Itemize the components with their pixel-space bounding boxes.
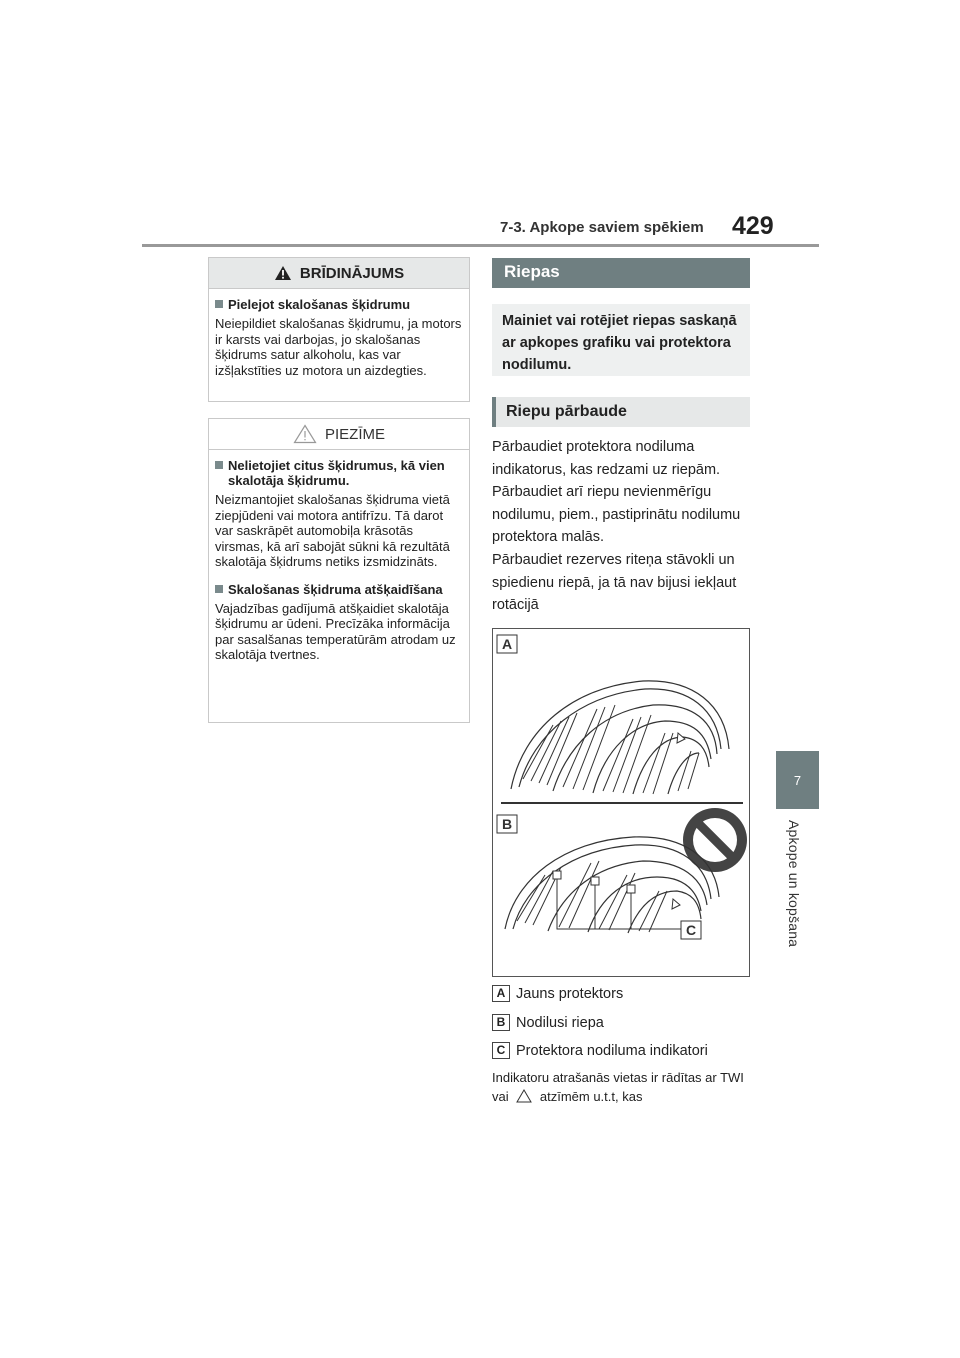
bullet-square-icon [215,585,223,593]
label-c: C [685,922,697,938]
notice-item-text: Neizmantojiet skalošanas šķidruma vietā ziepjūdeni vai motora antifrīzu. Tā darot var saskrāpēt automobiļa krāsotās virsmas, kā arī sabojāt sūkni kā rezultātā skalotāja šķidrums netiks izsmidzināts. [215,492,450,569]
chapter-title: Apkope un kopšana [786,820,802,948]
notice-title: PIEZĪME [324,425,385,443]
legend-item [492,985,623,1002]
legend-text: Jauns protektors [516,985,624,1002]
caution-outline-icon [293,424,317,444]
legend-item [492,1014,604,1031]
summary-box: Mainiet vai rotējiet riepas saskaņā ar apkopes grafiku vai protektora nodilumu. [492,304,750,376]
notice-item-title: Nelietojiet citus šķidrumus, kā vien skalotāja šķidrumu. [215,458,463,488]
warning-box [208,257,470,402]
legend-item [492,1042,708,1059]
body-paragraph: Pārbaudiet rezerves riteņa stāvokli un spiedienu riepā, ja tā nav bijusi iekļaut rotācijā [492,552,737,613]
prohibited-icon [683,808,747,872]
subheading: Riepu pārbaude [492,397,750,427]
label-a: A [501,636,513,652]
section-title: 7-3. Apkope saviem spēkiem [500,219,704,236]
legend-text: Protektora nodiluma indikatori [516,1042,708,1059]
section-header: Riepas [492,258,750,288]
header-divider [142,244,819,247]
bullet-square-icon [215,461,223,469]
warning-icon [274,265,292,281]
legend-key: B [492,1014,510,1031]
notice-box [208,418,470,723]
tire-tread-drawing [493,629,749,976]
notice-item-title: Skalošanas šķidruma atšķaidīšana [215,582,463,597]
page-number: 429 [732,212,774,240]
bullet-square-icon [215,300,223,308]
warning-item-title: Pielejot skalošanas šķidrumu [215,297,463,312]
chapter-tab: 7 [776,751,819,809]
warning-title: BRĪDINĀJUMS [299,264,405,282]
notice-item-text: Vajadzības gadījumā atšķaidiet skalotāja šķidrumu ar ūdeni. Precīzāka informācija par sasalšanas temperatūrām atrodam uz skalotāja tvertnes. [215,600,456,662]
footnote: Indikatoru atrašanās vietas ir rādītas ar TWI vai atzīmēm u.t.t, kas [492,1070,744,1104]
legend-key: C [492,1042,510,1059]
triangle-mark-icon [516,1089,532,1103]
notice-header [209,419,469,450]
legend-key: A [492,985,510,1002]
warning-header [209,258,469,289]
body-paragraph: Pārbaudiet protektora nodiluma indikatorus, kas redzami uz riepām. Pārbaudiet arī riepu nevienmērīgu nodilumu, piem., pastiprinātu nodilumu protektora malās. [492,439,741,545]
tire-illustration [492,628,750,977]
legend-text: Nodilusi riepa [516,1014,604,1031]
label-b: B [501,816,513,832]
warning-item-text: Neiepildiet skalošanas šķidrumu, ja motors ir karsts vai darbojas, jo skalošanas šķidrums satur alkoholu, kas var izšļakstīties uz motora un aizdegties. [215,316,462,378]
